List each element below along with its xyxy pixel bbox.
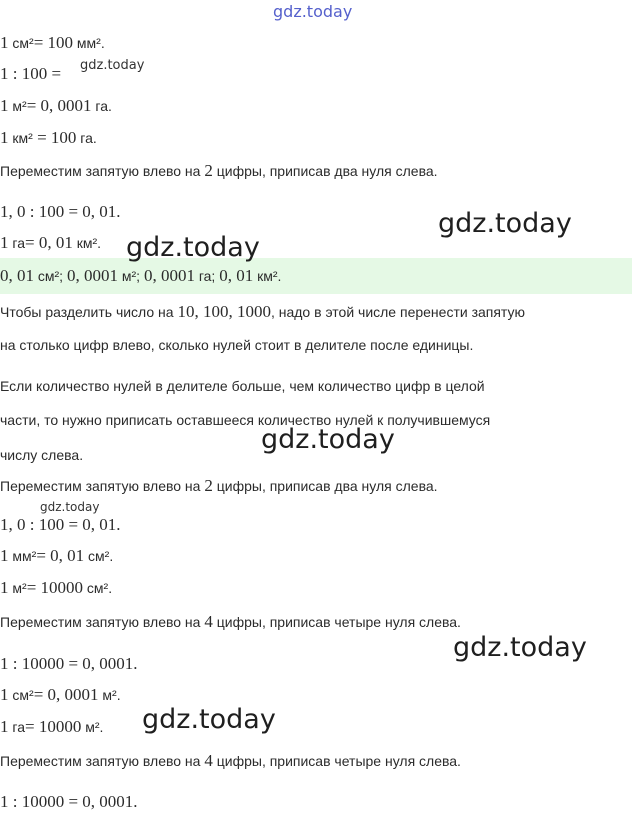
number: = 0, 0001	[26, 96, 92, 115]
number: 1	[0, 717, 9, 736]
equation-line	[0, 233, 101, 254]
text: цифры, приписав два нуля слева.	[212, 478, 438, 494]
text-line	[0, 335, 473, 356]
text: Чтобы разделить число на	[0, 304, 178, 320]
equation-line	[0, 33, 105, 54]
unit: га;	[194, 268, 220, 284]
text: на столько цифр влево, сколько нулей стоит в делителе после единицы.	[0, 337, 474, 353]
number: 0, 01	[219, 266, 254, 285]
text-line	[0, 445, 83, 466]
number: 2	[204, 476, 213, 495]
unit: га	[8, 719, 25, 735]
math-expression: 1, 0 : 100 = 0, 01.	[0, 202, 121, 221]
math-expression: 1 : 10000 = 0, 0001.	[0, 792, 138, 811]
number: 0, 0001	[66, 266, 118, 285]
number: 1	[0, 578, 9, 597]
unit: см²	[8, 687, 34, 703]
equation-line	[0, 202, 121, 223]
text-line	[0, 612, 461, 633]
text: цифры, приписав четыре нуля слева.	[212, 614, 461, 630]
watermark-large: gdz.today	[453, 632, 587, 663]
number: = 100	[32, 128, 77, 147]
number: 1	[0, 233, 9, 252]
unit: м².	[98, 687, 121, 703]
number: 2	[204, 161, 213, 180]
unit: см²;	[34, 268, 67, 284]
unit: га.	[76, 130, 97, 146]
text-line	[0, 161, 438, 182]
watermark-small: gdz.today	[80, 58, 145, 73]
math-expression: 1 : 10000 = 0, 0001.	[0, 654, 138, 673]
text: Переместим запятую влево на	[0, 478, 205, 494]
equation-line	[0, 792, 138, 813]
text-line	[0, 410, 490, 431]
equation-line	[0, 64, 61, 85]
equation-line	[0, 685, 121, 706]
unit: м²	[8, 580, 27, 596]
text-line	[0, 302, 525, 323]
text: цифры, приписав два нуля слева.	[212, 163, 438, 179]
watermark-large: gdz.today	[126, 232, 260, 263]
number: 0, 01	[0, 266, 34, 285]
equation-line	[0, 96, 112, 117]
unit: км².	[253, 268, 282, 284]
math-expression: 1 : 100 =	[0, 64, 62, 83]
equation-line	[0, 128, 97, 149]
unit: мм².	[73, 35, 105, 51]
watermark-large: gdz.today	[438, 208, 572, 239]
watermark-top: gdz.today	[273, 2, 353, 21]
equation-line	[0, 578, 112, 599]
text: числу слева.	[0, 447, 84, 463]
text: Если количество нулей в делителе больше, чем количество цифр в целой	[0, 378, 485, 394]
number: 4	[204, 612, 213, 631]
unit: м².	[81, 719, 104, 735]
text-line	[0, 751, 461, 772]
text: цифры, приписав четыре нуля слева.	[212, 753, 461, 769]
number: = 0, 01	[36, 546, 85, 565]
unit: см²	[8, 35, 34, 51]
number: = 10000	[26, 578, 84, 597]
number: 1	[0, 546, 9, 565]
number: = 0, 01	[24, 233, 73, 252]
unit: см².	[84, 548, 114, 564]
unit: км²	[8, 130, 33, 146]
answer-line	[0, 266, 281, 287]
unit: см².	[83, 580, 113, 596]
unit: га.	[91, 98, 112, 114]
unit: м²;	[117, 268, 144, 284]
equation-line	[0, 717, 103, 738]
unit: км².	[72, 235, 102, 251]
watermark-small: gdz.today	[40, 500, 100, 514]
text-line	[0, 476, 438, 497]
text: части, то нужно приписать оставшееся количество нулей к получившемуся	[0, 412, 491, 428]
watermark-large: gdz.today	[261, 424, 395, 455]
math-expression: 1, 0 : 100 = 0, 01.	[0, 515, 121, 534]
equation-line	[0, 654, 138, 675]
number: 1	[0, 128, 9, 147]
number: 4	[204, 751, 213, 770]
text-line	[0, 376, 485, 397]
text: Переместим запятую влево на	[0, 163, 205, 179]
number: 1	[0, 96, 9, 115]
unit: мм²	[8, 548, 37, 564]
unit: м²	[8, 98, 27, 114]
number: = 0, 0001	[33, 685, 99, 704]
text: , надо в этой числе перенести запятую	[270, 304, 525, 320]
equation-line	[0, 515, 121, 536]
text: Переместим запятую влево на	[0, 614, 205, 630]
number: 10, 100, 1000	[177, 302, 271, 321]
number: = 100	[33, 33, 74, 52]
text: Переместим запятую влево на	[0, 753, 205, 769]
watermark-large: gdz.today	[142, 704, 276, 735]
number: 1	[0, 685, 9, 704]
number: 1	[0, 33, 9, 52]
number: = 10000	[24, 717, 82, 736]
unit: га	[8, 235, 25, 251]
number: 0, 0001	[143, 266, 195, 285]
equation-line	[0, 546, 113, 567]
